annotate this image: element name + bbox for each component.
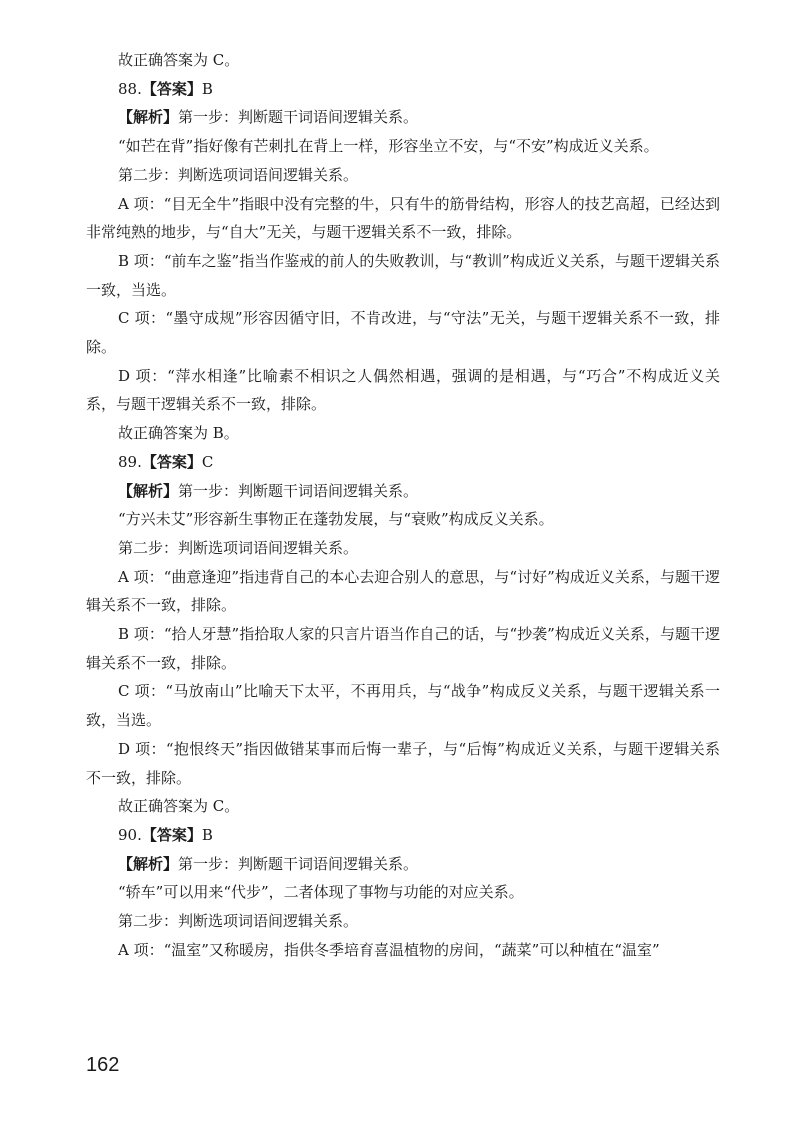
page-number: 162 <box>86 1054 120 1076</box>
analysis-line <box>86 477 720 506</box>
paragraph: 第二步：判断选项词语间逻辑关系。 <box>118 538 359 557</box>
answer-line <box>86 448 720 477</box>
paragraph: 第二步：判断选项词语间逻辑关系。 <box>118 165 359 184</box>
paragraph: “方兴未艾”形容新生事物正在蓬勃发展，与“衰败”构成反义关系。 <box>118 510 554 529</box>
analysis-text: 第一步：判断题干词语间逻辑关系。 <box>178 481 419 500</box>
answer-line <box>86 821 720 850</box>
answer-line <box>86 75 720 104</box>
paragraph: B 项：“前车之鉴”指当作鉴戒的前人的失败教训，与“教训”构成近义关系，与题干逻辑关系一致，当选。 <box>86 251 720 299</box>
paragraph: “如芒在背”指好像有芒刺扎在背上一样，形容坐立不安，与“不安”构成近义关系。 <box>118 137 659 156</box>
analysis-tag: 【解析】 <box>118 108 179 127</box>
paragraph: A 项：“曲意逢迎”指违背自己的本心去迎合别人的意思，与“讨好”构成近义关系，与题干逻辑关系不一致，排除。 <box>86 567 720 615</box>
paragraph: D 项：“抱恨终天”指因做错某事而后悔一辈子，与“后悔”构成近义关系，与题干逻辑关系不一致，排除。 <box>86 739 720 787</box>
answer-tag: 【答案】 <box>141 79 202 98</box>
paragraph: A 项：“温室”又称暖房，指供冬季培育喜温植物的房间，“蔬菜”可以种植在“温室” <box>118 940 660 959</box>
analysis-line <box>86 850 720 879</box>
answer-choice: C <box>201 452 214 471</box>
question-number: 89. <box>118 452 142 471</box>
analysis-text: 第一步：判断题干词语间逻辑关系。 <box>178 854 419 873</box>
question-number: 88. <box>118 79 142 98</box>
paragraph: D 项：“萍水相逢”比喻素不相识之人偶然相遇，强调的是相遇，与“巧合”不构成近义关系，与题干逻辑关系不一致，排除。 <box>86 366 720 414</box>
answer-choice: B <box>201 825 213 844</box>
paragraph: 故正确答案为 C。 <box>118 797 240 816</box>
analysis-line <box>86 103 720 132</box>
paragraph: “轿车”可以用来“代步”，二者体现了事物与功能的对应关系。 <box>118 883 524 902</box>
question-number: 90. <box>118 825 142 844</box>
analysis-tag: 【解析】 <box>118 854 179 873</box>
analysis-tag: 【解析】 <box>118 481 179 500</box>
answer-analysis-content <box>86 46 720 965</box>
paragraph: A 项：“目无全牛”指眼中没有完整的牛，只有牛的筋骨结构，形容人的技艺高超，已经达到非常纯熟的地步，与“自大”无关，与题干逻辑关系不一致，排除。 <box>86 194 720 242</box>
analysis-text: 第一步：判断题干词语间逻辑关系。 <box>178 108 419 127</box>
paragraph: C 项：“墨守成规”形容因循守旧，不肯改进，与“守法”无关，与题干逻辑关系不一致，排除。 <box>86 309 720 357</box>
answer-tag: 【答案】 <box>141 825 202 844</box>
answer-tag: 【答案】 <box>141 452 202 471</box>
paragraph: 第二步：判断选项词语间逻辑关系。 <box>118 912 359 931</box>
paragraph: 故正确答案为 C。 <box>118 51 240 69</box>
paragraph: C 项：“马放南山”比喻天下太平，不再用兵，与“战争”构成反义关系，与题干逻辑关系一致，当选。 <box>86 682 720 730</box>
answer-choice: B <box>201 79 213 98</box>
paragraph: 故正确答案为 B。 <box>118 424 239 443</box>
paragraph: B 项：“拾人牙慧”指拾取人家的只言片语当作自己的话，与“抄袭”构成近义关系，与题干逻辑关系不一致，排除。 <box>86 625 720 672</box>
